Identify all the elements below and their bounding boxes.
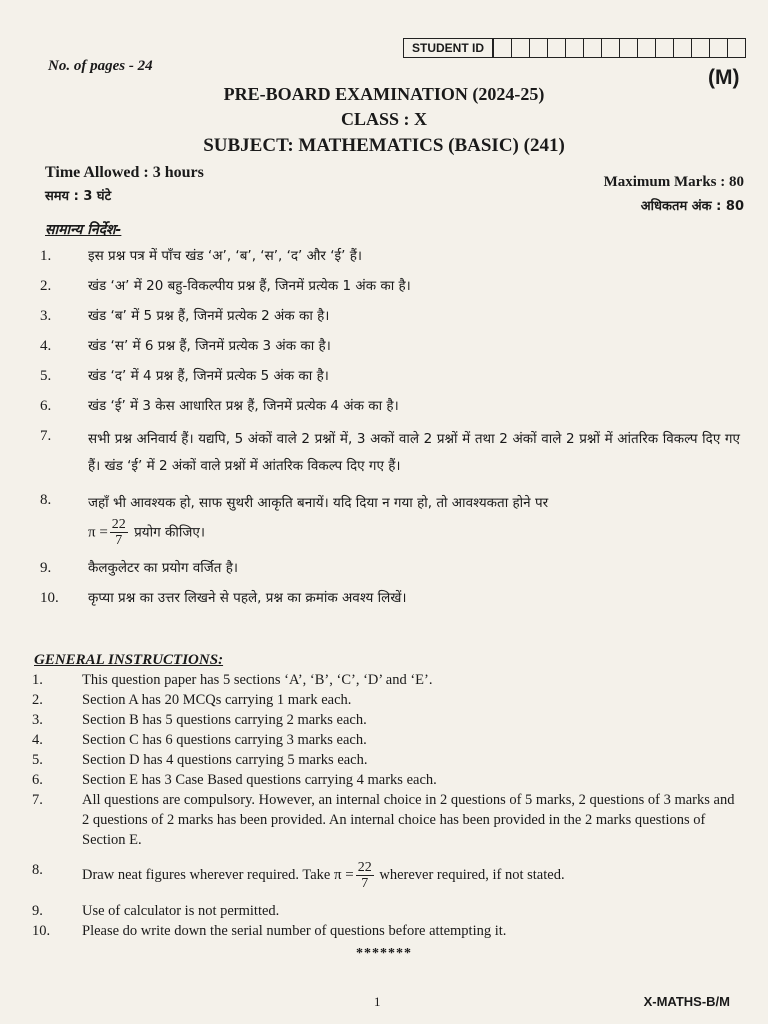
instruction-number: 8. bbox=[32, 862, 43, 878]
student-id-cell bbox=[511, 39, 529, 57]
instruction-text: खंड ‘अ’ में 20 बहु-विकल्पीय प्रश्न हैं, जिनमें प्रत्येक 1 अंक का है। bbox=[88, 278, 411, 294]
instruction-number: 7. bbox=[32, 792, 43, 808]
instruction-text: All questions are compulsory. However, an internal choice in 2 questions of 5 marks, 2 questions of 3 marks and 2 questions of 2 marks has been provided. An internal choice has been provided in the 2 marks questions of Section E. bbox=[82, 792, 735, 848]
student-id-label: STUDENT ID bbox=[403, 38, 493, 58]
instruction-text: कैलकुलेटर का प्रयोग वर्जित है। bbox=[88, 560, 239, 576]
exam-title: PRE-BOARD EXAMINATION (2024-25) bbox=[223, 84, 545, 104]
hindi-instruction-item bbox=[40, 246, 740, 266]
fraction-denominator: 7 bbox=[361, 876, 369, 891]
time-allowed: Time Allowed : 3 hours bbox=[45, 164, 204, 181]
instruction-text: खंड ‘ब’ में 5 प्रश्न हैं, जिनमें प्रत्येक 2 अंक का है। bbox=[88, 308, 330, 324]
fraction-denominator: 7 bbox=[115, 533, 123, 548]
student-id-cell bbox=[709, 39, 727, 57]
hindi-instruction-item bbox=[40, 426, 740, 480]
instruction-number: 7. bbox=[40, 428, 52, 444]
general-instructions-heading: GENERAL INSTRUCTIONS: bbox=[34, 652, 224, 668]
student-id-cell bbox=[727, 39, 745, 57]
pi-symbol: π = bbox=[333, 866, 354, 883]
hindi-instruction-item bbox=[40, 490, 740, 548]
instruction-text: Section C has 6 questions carrying 3 marks each. bbox=[82, 732, 367, 748]
general-instruction-item bbox=[32, 770, 744, 790]
instruction-number: 4. bbox=[40, 338, 52, 354]
hindi-instruction-item bbox=[40, 396, 740, 416]
instruction-text: इस प्रश्न पत्र में पाँच खंड ‘अ’, ‘ब’, ‘स’, ‘द’ और ‘ई’ हैं। bbox=[88, 248, 363, 264]
maximum-marks: Maximum Marks : 80 bbox=[603, 174, 744, 190]
general-instruction-item bbox=[32, 790, 744, 850]
general-instructions-list bbox=[32, 670, 744, 941]
instruction-text: Draw neat figures wherever required. Take bbox=[82, 866, 331, 883]
instruction-text: Section A has 20 MCQs carrying 1 mark each. bbox=[82, 692, 352, 708]
instruction-text: Please do write down the serial number of questions before attempting it. bbox=[82, 923, 507, 939]
hindi-instruction-item bbox=[40, 306, 740, 326]
instruction-number: 3. bbox=[40, 308, 52, 324]
instruction-number: 8. bbox=[40, 492, 52, 508]
instruction-number: 9. bbox=[32, 903, 43, 919]
instruction-number: 1. bbox=[40, 248, 52, 264]
instruction-text: Section B has 5 questions carrying 2 marks each. bbox=[82, 712, 367, 728]
instruction-text: कृप्या प्रश्न का उत्तर लिखने से पहले, प्रश्न का क्रमांक अवश्य लिखें। bbox=[88, 590, 407, 606]
instruction-text: खंड ‘ई’ में 3 केस आधारित प्रश्न हैं, जिनमें प्रत्येक 4 अंक का है। bbox=[88, 398, 399, 414]
instruction-text: खंड ‘द’ में 4 प्रश्न हैं, जिनमें प्रत्येक 5 अंक का है। bbox=[88, 368, 329, 384]
instruction-number: 6. bbox=[32, 772, 43, 788]
hindi-instructions-list bbox=[40, 246, 740, 618]
student-id-cells bbox=[493, 38, 746, 58]
hindi-instruction-item bbox=[40, 276, 740, 296]
student-id-cell bbox=[493, 39, 511, 57]
student-id-cell bbox=[583, 39, 601, 57]
student-id-cell bbox=[529, 39, 547, 57]
number-of-pages: No. of pages - 24 bbox=[48, 58, 153, 74]
hindi-instructions-heading: सामान्य निर्देश- bbox=[45, 222, 122, 238]
student-id-cell bbox=[601, 39, 619, 57]
general-instruction-item bbox=[32, 860, 744, 891]
student-id-cell bbox=[691, 39, 709, 57]
instruction-number: 10. bbox=[32, 923, 51, 939]
class-label: CLASS : X bbox=[340, 109, 428, 129]
hindi-instruction-item bbox=[40, 558, 740, 578]
pi-fraction bbox=[110, 517, 128, 548]
instruction-text: Section E has 3 Case Based questions carrying 4 marks each. bbox=[82, 772, 437, 788]
instruction-text: This question paper has 5 sections ‘A’, ‘B’, ‘C’, ‘D’ and ‘E’. bbox=[82, 672, 433, 688]
student-id-cell bbox=[655, 39, 673, 57]
instruction-text: Use of calculator is not permitted. bbox=[82, 903, 280, 919]
subject-label: SUBJECT: MATHEMATICS (BASIC) (241) bbox=[203, 135, 565, 156]
page-number: 1 bbox=[374, 994, 381, 1009]
general-instruction-item bbox=[32, 710, 744, 730]
instruction-number: 3. bbox=[32, 712, 43, 728]
general-instruction-item bbox=[32, 901, 744, 921]
general-instruction-item bbox=[32, 690, 744, 710]
instruction-number: 1. bbox=[32, 672, 43, 688]
instruction-number: 5. bbox=[32, 752, 43, 768]
footer-code: X-MATHS-B/M bbox=[643, 994, 730, 1009]
instruction-number: 2. bbox=[32, 692, 43, 708]
instruction-number: 2. bbox=[40, 278, 52, 294]
pi-fraction bbox=[356, 860, 374, 891]
hindi-instruction-item bbox=[40, 588, 740, 608]
general-instruction-item bbox=[32, 670, 744, 690]
instruction-number: 4. bbox=[32, 732, 43, 748]
instruction-text-block bbox=[82, 860, 744, 891]
instruction-text-tail: wherever required, if not stated. bbox=[379, 866, 565, 883]
fraction-numerator: 22 bbox=[357, 860, 372, 875]
hindi-instruction-item bbox=[40, 336, 740, 356]
instruction-text: सभी प्रश्न अनिवार्य हैं। यद्यपि, 5 अंकों वाले 2 प्रश्नों में, 3 अकों वाले 2 प्रश्नों में तथा 2 अंकों वाले 2 प्रश्नों में आंतरिक विकल्प दिए गए हैं। खंड ‘ई’ में 2 अंकों वाले प्रश्नों में आंतरिक विकल्प दिए गए हैं। bbox=[88, 431, 740, 474]
student-id-cell bbox=[565, 39, 583, 57]
pi-symbol: π = bbox=[88, 524, 108, 541]
instruction-text: Section D has 4 questions carrying 5 marks each. bbox=[82, 752, 368, 768]
instruction-text-block bbox=[88, 490, 740, 548]
general-instruction-item bbox=[32, 730, 744, 750]
instruction-number: 9. bbox=[40, 560, 52, 576]
instruction-number: 6. bbox=[40, 398, 52, 414]
general-instruction-item bbox=[32, 750, 744, 770]
instruction-text-tail: प्रयोग कीजिए। bbox=[134, 524, 205, 541]
student-id-cell bbox=[637, 39, 655, 57]
instruction-text: खंड ‘स’ में 6 प्रश्न हैं, जिनमें प्रत्येक 3 अंक का है। bbox=[88, 338, 331, 354]
instruction-text: जहाँ भी आवश्यक हो, साफ सुथरी आकृति बनायें। यदि दिया न गया हो, तो आवश्यकता होने पर bbox=[88, 495, 549, 511]
instruction-number: 10. bbox=[40, 590, 59, 606]
student-id-cell bbox=[673, 39, 691, 57]
end-of-instructions-stars: ******* bbox=[356, 946, 412, 961]
paper-code: (M) bbox=[708, 66, 740, 89]
instruction-number: 5. bbox=[40, 368, 52, 384]
fraction-numerator: 22 bbox=[111, 517, 126, 532]
time-allowed-hindi: समय : 3 घंटे bbox=[45, 189, 112, 204]
student-id-cell bbox=[547, 39, 565, 57]
hindi-instruction-item bbox=[40, 366, 740, 386]
student-id-box bbox=[403, 38, 746, 58]
general-instruction-item bbox=[32, 921, 744, 941]
maximum-marks-hindi: अधिकतम अंक : 80 bbox=[640, 199, 744, 214]
student-id-cell bbox=[619, 39, 637, 57]
